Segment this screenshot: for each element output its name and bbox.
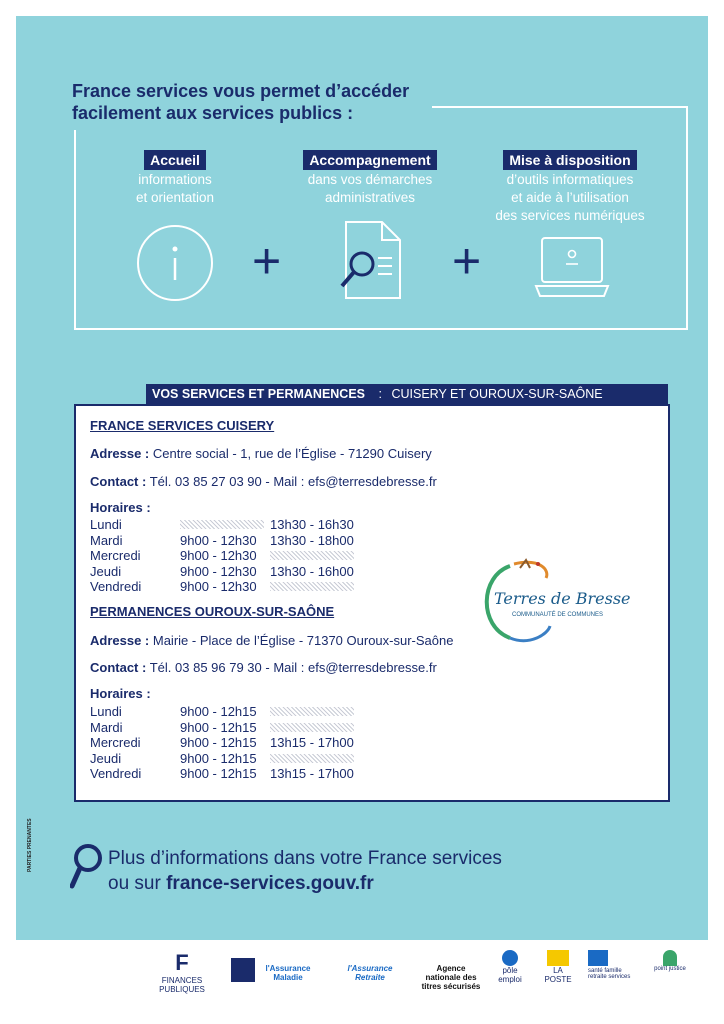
logo-la-poste — [540, 950, 576, 984]
cuisery-hours-table — [90, 517, 370, 595]
hours-day: Mardi — [90, 719, 123, 735]
plus-icon: + — [252, 233, 282, 289]
hours-am: 9h00 - 12h15 — [180, 719, 257, 735]
logo-sub: COMMUNAUTÉ DE COMMUNES — [512, 612, 603, 618]
partner-name: FINANCES PUBLIQUES — [159, 976, 205, 994]
service-tag: Accueil — [144, 150, 206, 170]
hours-row — [90, 735, 370, 751]
service-desc: d’outils informatiques — [506, 172, 634, 187]
footer-line-2 — [108, 871, 502, 896]
box-header-separator: : — [378, 387, 382, 401]
hours-am: 9h00 - 12h15 — [180, 766, 257, 781]
closed-slot — [270, 751, 370, 767]
intro-line-2: facilement aux services publics : — [72, 103, 354, 123]
box-header-place: CUISERY ET OUROUX-SUR-SAÔNE — [391, 387, 603, 401]
service-desc: informations — [138, 172, 212, 187]
partner-name: l'Assurance Retraite — [347, 964, 393, 982]
closed-hatch — [180, 520, 264, 529]
ouroux-title: PERMANENCES OUROUX-SUR-SAÔNE — [90, 604, 335, 619]
service-desc: des services numériques — [495, 208, 645, 223]
hours-pm: 13h30 - 16h30 — [270, 517, 354, 532]
hours-label: Horaires : — [90, 686, 151, 701]
hours-row — [90, 704, 370, 720]
cuisery-address — [90, 446, 432, 461]
hours-row — [90, 564, 370, 580]
hours-am: 9h00 - 12h30 — [180, 548, 257, 563]
hours-am: 9h00 - 12h30 — [180, 579, 257, 594]
info-icon — [134, 222, 216, 304]
partner-name: pôle emploi — [498, 966, 522, 984]
contact-value: Tél. 03 85 27 03 90 - Mail : efs@terresdebresse.fr — [149, 474, 437, 489]
service-desc: dans vos démarches — [307, 172, 433, 187]
contact-value: Tél. 03 85 96 79 30 - Mail : efs@terresdebresse.fr — [149, 660, 437, 675]
hours-day: Vendredi — [90, 766, 142, 781]
hours-am: 9h00 - 12h30 — [180, 532, 257, 548]
document-search-icon — [334, 218, 406, 302]
hours-row — [90, 517, 370, 533]
service-accueil — [100, 150, 250, 206]
cuisery-hours-label — [90, 500, 151, 515]
partner-name: Agence nationale des titres sécurisés — [421, 964, 481, 991]
address-label: Adresse : — [90, 633, 150, 648]
logo-republique — [230, 950, 256, 982]
hours-am: 9h00 - 12h30 — [180, 563, 257, 579]
address-value: Mairie - Place de l’Église - 71370 Ouroux-sur-Saône — [152, 633, 454, 648]
service-tag: Mise à disposition — [503, 150, 636, 170]
search-icon — [70, 842, 104, 890]
hours-row — [90, 533, 370, 549]
logo-assurance-retraite — [340, 950, 400, 982]
hours-pm: 13h15 - 17h00 — [270, 766, 354, 781]
partner-name: point justice — [654, 966, 686, 972]
hours-day: Vendredi — [90, 579, 142, 594]
address-value: Centre social - 1, rue de l’Église - 71290 Cuisery — [152, 446, 432, 461]
closed-slot — [270, 704, 370, 720]
closed-slot — [180, 517, 270, 533]
hours-day: Lundi — [90, 704, 122, 719]
footer-line-1: Plus d’informations dans votre France services — [108, 848, 502, 869]
logo-ants — [420, 950, 482, 991]
service-tag: Accompagnement — [303, 150, 436, 170]
footer-prefix: ou sur — [108, 873, 167, 894]
hours-day: Jeudi — [90, 563, 122, 579]
closed-hatch — [270, 582, 354, 591]
closed-hatch — [270, 551, 354, 560]
footer-link[interactable]: france-services.gouv.fr — [166, 873, 374, 894]
footer-text — [108, 846, 502, 896]
hours-day: Mercredi — [90, 735, 141, 750]
closed-slot — [270, 548, 370, 564]
logo-msa — [588, 950, 638, 980]
hours-row — [90, 751, 370, 767]
cuisery-contact — [90, 474, 437, 489]
service-desc: et orientation — [135, 190, 215, 205]
hours-row — [90, 579, 370, 595]
terres-de-bresse-logo — [470, 556, 650, 646]
hours-am: 9h00 - 12h15 — [180, 735, 257, 750]
address-label: Adresse : — [90, 446, 150, 461]
hours-row — [90, 766, 370, 782]
partner-name: LA POSTE — [544, 966, 572, 984]
intro-line-1: France services vous permet d’accéder — [72, 81, 410, 101]
intro-heading — [72, 80, 409, 124]
hours-day: Lundi — [90, 517, 122, 532]
hours-day: Mercredi — [90, 548, 141, 563]
logo-pole-emploi — [490, 950, 530, 984]
service-mise-a-disposition — [480, 150, 660, 224]
ouroux-hours-label — [90, 686, 151, 701]
contact-label: Contact : — [90, 660, 147, 675]
ouroux-address — [90, 633, 453, 648]
logo-assurance-maladie — [262, 950, 314, 982]
partner-name: santé famille retraite services — [588, 968, 631, 980]
hours-am: 9h00 - 12h15 — [180, 704, 257, 719]
ouroux-hours-table — [90, 704, 370, 782]
hours-day: Mardi — [90, 532, 123, 548]
partner-name: l'Assurance Maladie — [265, 964, 311, 982]
closed-slot — [270, 579, 370, 595]
cuisery-title: FRANCE SERVICES CUISERY — [90, 418, 275, 433]
service-desc: et aide à l’utilisation — [511, 190, 629, 205]
hours-label: Horaires : — [90, 500, 151, 515]
box-header-title: VOS SERVICES ET PERMANENCES — [152, 387, 366, 401]
plus-icon: + — [452, 233, 482, 289]
closed-hatch — [270, 754, 354, 763]
closed-hatch — [270, 707, 354, 716]
service-accompagnement — [290, 150, 450, 206]
hours-pm: 13h30 - 18h00 — [270, 532, 354, 548]
hours-day: Jeudi — [90, 750, 122, 766]
box-header — [146, 384, 668, 404]
ouroux-contact — [90, 660, 437, 675]
hours-row — [90, 548, 370, 564]
contact-label: Contact : — [90, 474, 147, 489]
hours-pm: 13h15 - 17h00 — [270, 735, 354, 750]
side-text: PARTIES PRENANTES — [27, 818, 33, 872]
logo-point-justice — [650, 950, 690, 972]
hours-pm: 13h30 - 16h00 — [270, 563, 354, 579]
logo-name: Terres de Bresse — [494, 589, 631, 608]
service-desc: administratives — [324, 190, 416, 205]
laptop-icon — [534, 234, 610, 300]
closed-slot — [270, 720, 370, 736]
hours-row — [90, 720, 370, 736]
logo-finances-publiques: F FINANCES PUBLIQUES — [152, 950, 212, 994]
closed-hatch — [270, 723, 354, 732]
hours-am: 9h00 - 12h15 — [180, 750, 257, 766]
